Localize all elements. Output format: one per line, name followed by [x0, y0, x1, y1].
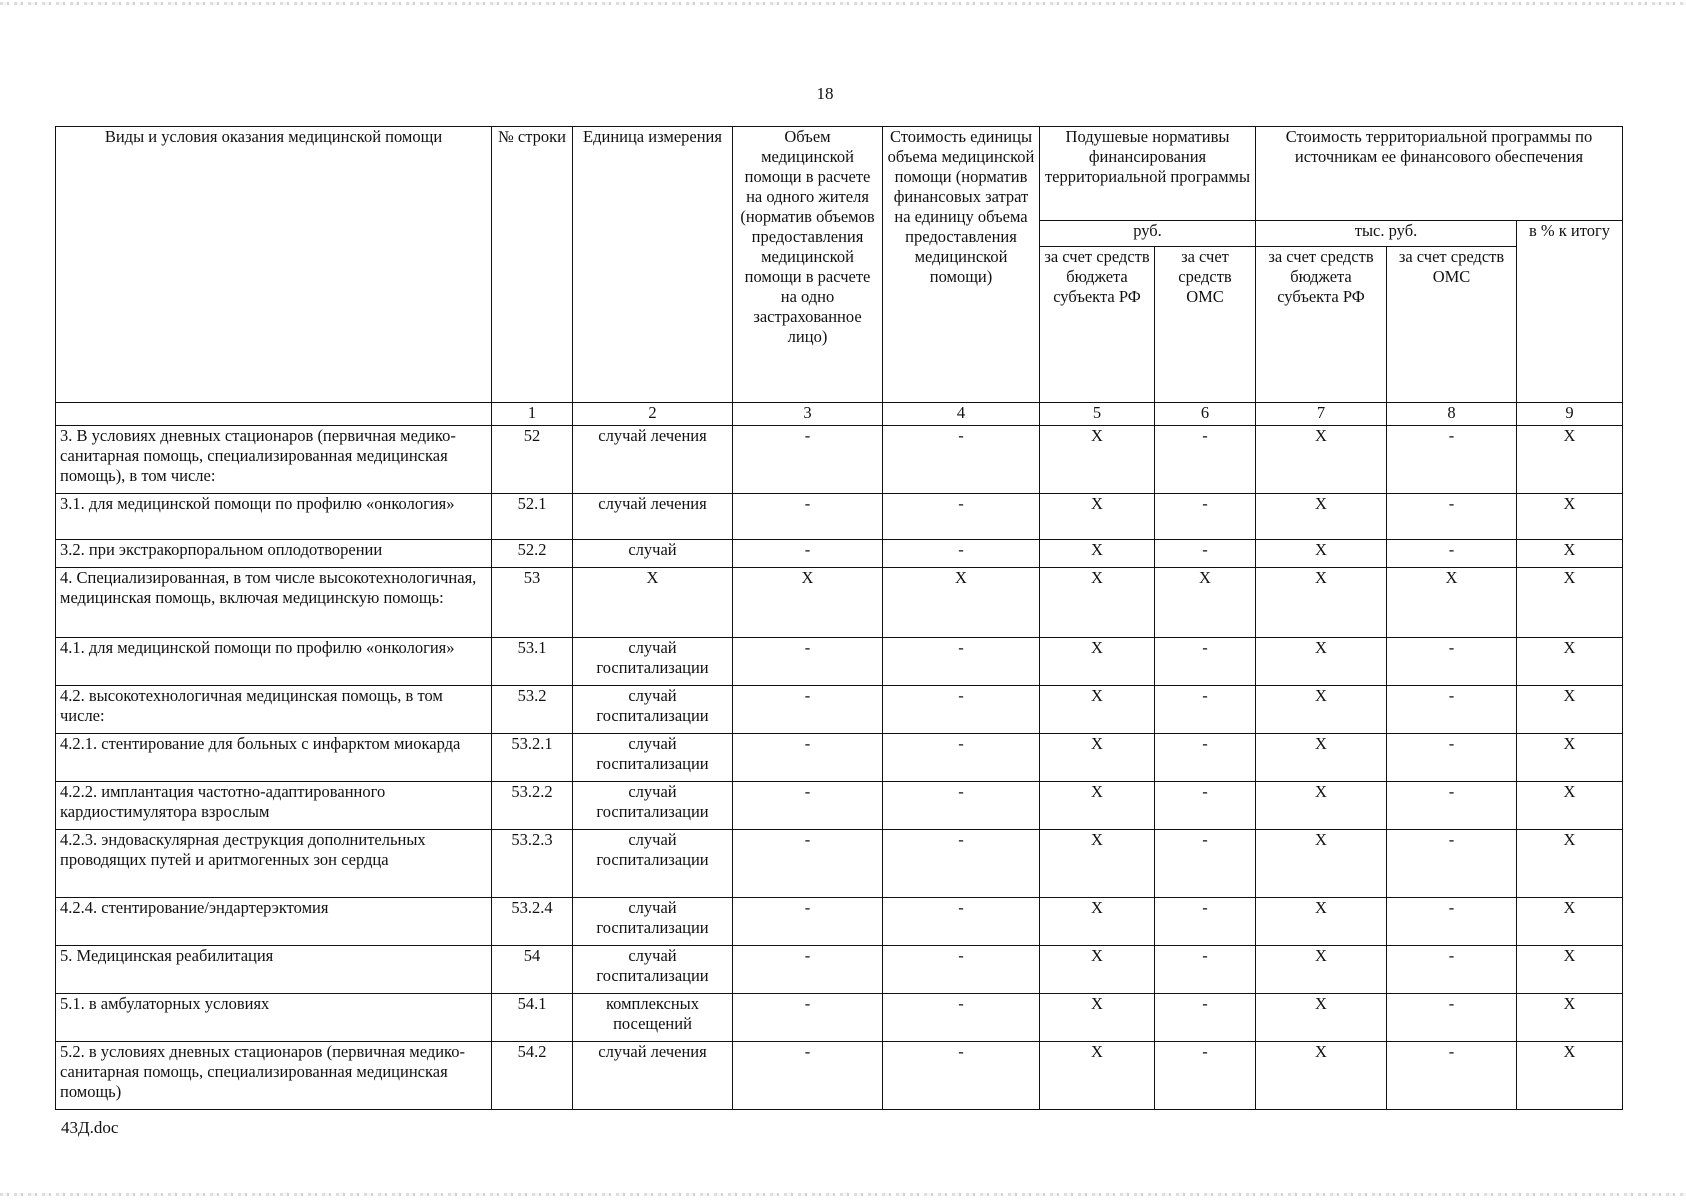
- row-volume: -: [733, 638, 883, 686]
- row-budget-rub: X: [1040, 830, 1155, 898]
- row-oms-rub: X: [1155, 568, 1256, 638]
- row-cost: -: [883, 734, 1040, 782]
- footer-file-name: 43Д.doc: [61, 1118, 119, 1137]
- header-percapita-group: Подушевые нормативы финансирования территориальной программы: [1040, 127, 1256, 221]
- row-budget-rub: X: [1040, 898, 1155, 946]
- row-oms-rub: -: [1155, 686, 1256, 734]
- row-name: 4.2.3. эндоваскулярная деструкция дополнительных проводящих путей и аритмогенных зон сердца: [56, 830, 492, 898]
- table-body: [56, 426, 1623, 1110]
- header-percent-total: в % к итогу: [1517, 221, 1623, 403]
- row-volume: -: [733, 540, 883, 568]
- row-budget-thousand: X: [1256, 734, 1387, 782]
- row-unit: случай госпитализации: [573, 946, 733, 994]
- header-program-cost-group: Стоимость территориальной программы по источникам ее финансового обеспечения: [1256, 127, 1623, 221]
- row-oms-rub: -: [1155, 426, 1256, 494]
- page-number: 18: [816, 84, 834, 103]
- row-number: 54.2: [492, 1042, 573, 1110]
- table-row: [56, 568, 1623, 638]
- row-volume: -: [733, 830, 883, 898]
- row-cost: -: [883, 898, 1040, 946]
- row-number: 52.2: [492, 540, 573, 568]
- row-unit: случай госпитализации: [573, 830, 733, 898]
- row-cost: -: [883, 946, 1040, 994]
- row-unit: случай госпитализации: [573, 686, 733, 734]
- row-oms-thousand: -: [1387, 540, 1517, 568]
- table-row: [56, 782, 1623, 830]
- header-oms-thousand: за счет средств ОМС: [1387, 247, 1517, 403]
- column-number: 8: [1387, 403, 1517, 426]
- row-unit: случай лечения: [573, 426, 733, 494]
- row-unit: случай госпитализации: [573, 898, 733, 946]
- row-oms-thousand: -: [1387, 686, 1517, 734]
- row-cost: -: [883, 830, 1040, 898]
- table-row: [56, 734, 1623, 782]
- row-budget-rub: X: [1040, 494, 1155, 540]
- row-oms-thousand: -: [1387, 734, 1517, 782]
- row-percent: X: [1517, 946, 1623, 994]
- row-volume: -: [733, 1042, 883, 1110]
- row-budget-rub: X: [1040, 568, 1155, 638]
- row-number: 54: [492, 946, 573, 994]
- header-oms-rub: за счет средств ОМС: [1155, 247, 1256, 403]
- table-row: [56, 898, 1623, 946]
- row-unit: случай лечения: [573, 494, 733, 540]
- row-name: 4.2.2. имплантация частотно-адаптированного кардиостимулятора взрослым: [56, 782, 492, 830]
- row-budget-thousand: X: [1256, 568, 1387, 638]
- row-number: 52.1: [492, 494, 573, 540]
- row-unit: X: [573, 568, 733, 638]
- row-oms-rub: -: [1155, 782, 1256, 830]
- row-budget-thousand: X: [1256, 638, 1387, 686]
- row-oms-rub: -: [1155, 540, 1256, 568]
- row-budget-rub: X: [1040, 1042, 1155, 1110]
- column-number: 3: [733, 403, 883, 426]
- row-cost: -: [883, 994, 1040, 1042]
- row-name: 5.1. в амбулаторных условиях: [56, 994, 492, 1042]
- row-budget-rub: X: [1040, 638, 1155, 686]
- column-number: 9: [1517, 403, 1623, 426]
- row-volume: -: [733, 994, 883, 1042]
- row-budget-rub: X: [1040, 540, 1155, 568]
- header-volume: Объем медицинской помощи в расчете на одного жителя (норматив объемов предоставления медицинской помощи в расчете на одно застрахованное лицо): [733, 127, 883, 403]
- row-percent: X: [1517, 494, 1623, 540]
- row-oms-rub: -: [1155, 994, 1256, 1042]
- row-oms-thousand: -: [1387, 1042, 1517, 1110]
- row-oms-thousand: X: [1387, 568, 1517, 638]
- row-budget-rub: X: [1040, 994, 1155, 1042]
- row-oms-rub: -: [1155, 830, 1256, 898]
- row-unit: случай госпитализации: [573, 734, 733, 782]
- financing-table: [55, 126, 1623, 1110]
- row-percent: X: [1517, 568, 1623, 638]
- row-percent: X: [1517, 1042, 1623, 1110]
- table-row: [56, 1042, 1623, 1110]
- table-row: [56, 946, 1623, 994]
- row-percent: X: [1517, 638, 1623, 686]
- row-budget-rub: X: [1040, 734, 1155, 782]
- header-unit: Единица измерения: [573, 127, 733, 403]
- row-name: 3. В условиях дневных стационаров (первичная медико-санитарная помощь, специализированная медицинская помощь), в том числе:: [56, 426, 492, 494]
- row-budget-rub: X: [1040, 686, 1155, 734]
- row-number: 53.2.2: [492, 782, 573, 830]
- row-percent: X: [1517, 426, 1623, 494]
- header-unit-thousand-rub: тыс. руб.: [1256, 221, 1517, 247]
- header-row-no: № строки: [492, 127, 573, 403]
- header-unit-rub: руб.: [1040, 221, 1256, 247]
- row-volume: -: [733, 734, 883, 782]
- table-row: [56, 638, 1623, 686]
- row-budget-rub: X: [1040, 782, 1155, 830]
- row-oms-thousand: -: [1387, 638, 1517, 686]
- row-number: 53.2.3: [492, 830, 573, 898]
- column-number: 4: [883, 403, 1040, 426]
- column-number: 6: [1155, 403, 1256, 426]
- row-percent: X: [1517, 782, 1623, 830]
- row-budget-thousand: X: [1256, 1042, 1387, 1110]
- row-name: 4.1. для медицинской помощи по профилю «онкология»: [56, 638, 492, 686]
- header-cost: Стоимость единицы объема медицинской помощи (норматив финансовых затрат на единицу объема предоставления медицинской помощи): [883, 127, 1040, 403]
- row-number: 54.1: [492, 994, 573, 1042]
- row-oms-rub: -: [1155, 1042, 1256, 1110]
- header-budget-thousand: за счет средств бюджета субъекта РФ: [1256, 247, 1387, 403]
- row-oms-thousand: -: [1387, 426, 1517, 494]
- row-cost: X: [883, 568, 1040, 638]
- row-oms-rub: -: [1155, 734, 1256, 782]
- row-percent: X: [1517, 686, 1623, 734]
- row-budget-thousand: X: [1256, 830, 1387, 898]
- row-budget-thousand: X: [1256, 898, 1387, 946]
- table-row: [56, 494, 1623, 540]
- table-row: [56, 686, 1623, 734]
- row-cost: -: [883, 426, 1040, 494]
- row-percent: X: [1517, 540, 1623, 568]
- row-unit: комплексных посещений: [573, 994, 733, 1042]
- header-budget-rub: за счет средств бюджета субъекта РФ: [1040, 247, 1155, 403]
- row-cost: -: [883, 686, 1040, 734]
- table-row: [56, 994, 1623, 1042]
- row-percent: X: [1517, 898, 1623, 946]
- column-number: 5: [1040, 403, 1155, 426]
- row-cost: -: [883, 1042, 1040, 1110]
- row-name: 4. Специализированная, в том числе высокотехнологичная, медицинская помощь, включая медицинскую помощь:: [56, 568, 492, 638]
- row-percent: X: [1517, 830, 1623, 898]
- row-budget-thousand: X: [1256, 686, 1387, 734]
- table-row: [56, 426, 1623, 494]
- scan-edge-top: [0, 2, 1686, 5]
- row-budget-thousand: X: [1256, 426, 1387, 494]
- row-percent: X: [1517, 734, 1623, 782]
- row-unit: случай госпитализации: [573, 638, 733, 686]
- row-name: 3.1. для медицинской помощи по профилю «онкология»: [56, 494, 492, 540]
- column-number-row: [56, 403, 1623, 426]
- row-oms-thousand: -: [1387, 898, 1517, 946]
- row-budget-thousand: X: [1256, 540, 1387, 568]
- row-budget-rub: X: [1040, 426, 1155, 494]
- row-oms-thousand: -: [1387, 994, 1517, 1042]
- row-budget-thousand: X: [1256, 994, 1387, 1042]
- row-oms-thousand: -: [1387, 830, 1517, 898]
- row-unit: случай: [573, 540, 733, 568]
- row-budget-thousand: X: [1256, 946, 1387, 994]
- row-oms-rub: -: [1155, 898, 1256, 946]
- row-cost: -: [883, 782, 1040, 830]
- row-oms-thousand: -: [1387, 946, 1517, 994]
- column-number: 2: [573, 403, 733, 426]
- row-name: 5. Медицинская реабилитация: [56, 946, 492, 994]
- row-volume: -: [733, 946, 883, 994]
- column-number: 1: [492, 403, 573, 426]
- row-number: 52: [492, 426, 573, 494]
- row-volume: X: [733, 568, 883, 638]
- row-volume: -: [733, 782, 883, 830]
- row-name: 4.2.1. стентирование для больных с инфарктом миокарда: [56, 734, 492, 782]
- column-number-blank: [56, 403, 492, 426]
- row-unit: случай госпитализации: [573, 782, 733, 830]
- row-cost: -: [883, 638, 1040, 686]
- scan-edge-bottom: [0, 1193, 1686, 1196]
- row-volume: -: [733, 494, 883, 540]
- header-type: Виды и условия оказания медицинской помощи: [56, 127, 492, 403]
- table-row: [56, 830, 1623, 898]
- row-name: 4.2.4. стентирование/эндартерэктомия: [56, 898, 492, 946]
- row-cost: -: [883, 494, 1040, 540]
- row-oms-thousand: -: [1387, 494, 1517, 540]
- row-number: 53: [492, 568, 573, 638]
- row-oms-rub: -: [1155, 638, 1256, 686]
- row-budget-rub: X: [1040, 946, 1155, 994]
- row-number: 53.2: [492, 686, 573, 734]
- table-row: [56, 540, 1623, 568]
- row-number: 53.1: [492, 638, 573, 686]
- row-percent: X: [1517, 994, 1623, 1042]
- row-name: 4.2. высокотехнологичная медицинская помощь, в том числе:: [56, 686, 492, 734]
- row-oms-thousand: -: [1387, 782, 1517, 830]
- row-number: 53.2.1: [492, 734, 573, 782]
- row-budget-thousand: X: [1256, 782, 1387, 830]
- row-budget-thousand: X: [1256, 494, 1387, 540]
- row-volume: -: [733, 686, 883, 734]
- row-oms-rub: -: [1155, 946, 1256, 994]
- row-volume: -: [733, 898, 883, 946]
- row-cost: -: [883, 540, 1040, 568]
- row-unit: случай лечения: [573, 1042, 733, 1110]
- row-oms-rub: -: [1155, 494, 1256, 540]
- row-volume: -: [733, 426, 883, 494]
- row-number: 53.2.4: [492, 898, 573, 946]
- column-number: 7: [1256, 403, 1387, 426]
- row-name: 5.2. в условиях дневных стационаров (первичная медико-санитарная помощь, специализированная медицинская помощь): [56, 1042, 492, 1110]
- row-name: 3.2. при экстракорпоральном оплодотворении: [56, 540, 492, 568]
